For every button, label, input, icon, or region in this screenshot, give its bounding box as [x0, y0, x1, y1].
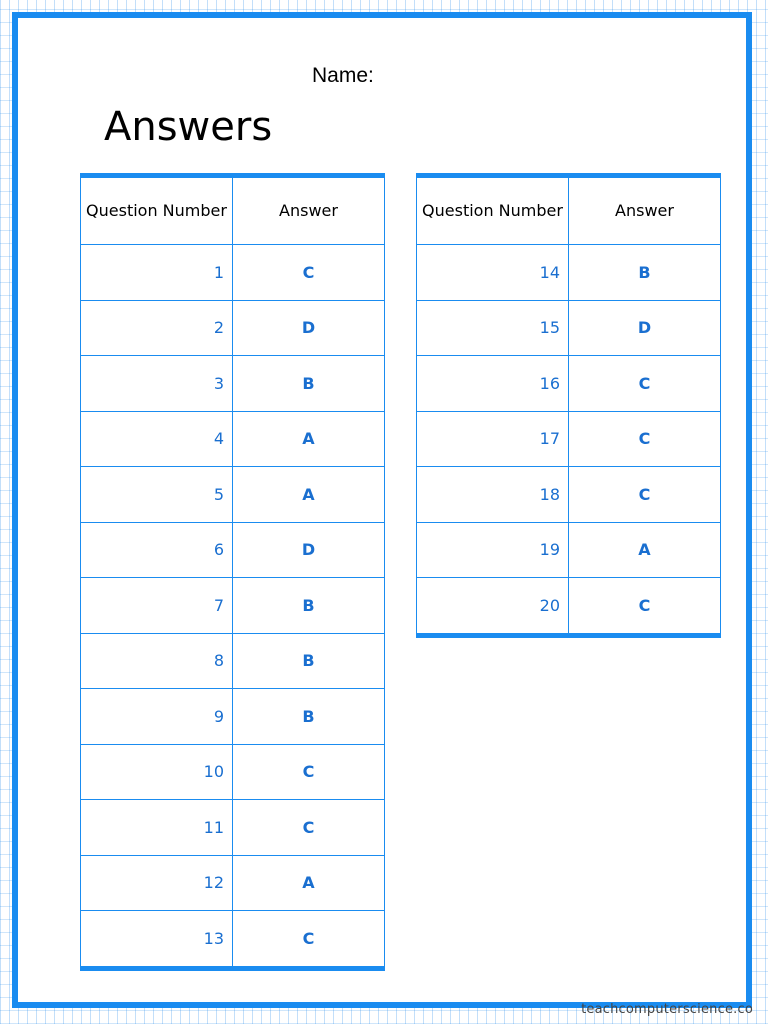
answers-table-right — [416, 173, 721, 638]
answer-cell: C — [569, 578, 721, 636]
name-label: Name: — [312, 64, 374, 87]
table-row — [417, 578, 721, 636]
table-row — [81, 356, 385, 412]
answers-table-left — [80, 173, 385, 971]
page-title: Answers — [104, 104, 273, 150]
question-number-cell: 10 — [81, 744, 233, 800]
answer-cell: C — [233, 911, 385, 969]
table-row — [81, 522, 385, 578]
answers-body-left — [81, 245, 385, 969]
table-row — [417, 300, 721, 356]
question-number-cell: 9 — [81, 689, 233, 745]
question-number-header: Question Number — [417, 176, 569, 245]
question-number-cell: 13 — [81, 911, 233, 969]
answer-cell: C — [569, 356, 721, 412]
question-number-cell: 17 — [417, 411, 569, 467]
question-number-cell: 19 — [417, 522, 569, 578]
table-row — [81, 300, 385, 356]
answer-cell: C — [233, 800, 385, 856]
answers-body-right — [417, 245, 721, 636]
footer-site-text: teachcomputerscience.co — [581, 1002, 753, 1017]
answer-cell: A — [233, 855, 385, 911]
answer-cell: B — [233, 633, 385, 689]
table-row — [81, 578, 385, 634]
question-number-cell: 16 — [417, 356, 569, 412]
answer-header: Answer — [233, 176, 385, 245]
table-row — [81, 245, 385, 301]
answer-cell: A — [569, 522, 721, 578]
question-number-cell: 11 — [81, 800, 233, 856]
table-row — [417, 522, 721, 578]
table-row — [81, 689, 385, 745]
question-number-cell: 4 — [81, 411, 233, 467]
answer-cell: D — [233, 522, 385, 578]
answer-cell: A — [233, 467, 385, 523]
table-row — [81, 744, 385, 800]
answer-cell: B — [233, 689, 385, 745]
answer-cell: C — [569, 467, 721, 523]
table-row — [417, 356, 721, 412]
question-number-cell: 14 — [417, 245, 569, 301]
question-number-cell: 20 — [417, 578, 569, 636]
answer-cell: B — [569, 245, 721, 301]
table-row — [81, 911, 385, 969]
answer-header: Answer — [569, 176, 721, 245]
table-row — [417, 245, 721, 301]
table-row — [417, 411, 721, 467]
worksheet-page — [12, 12, 752, 1008]
question-number-cell: 15 — [417, 300, 569, 356]
table-header-row — [417, 176, 721, 245]
table-row — [81, 855, 385, 911]
question-number-cell: 6 — [81, 522, 233, 578]
answer-cell: D — [569, 300, 721, 356]
answer-cell: C — [233, 245, 385, 301]
question-number-cell: 1 — [81, 245, 233, 301]
table-row — [81, 800, 385, 856]
question-number-cell: 2 — [81, 300, 233, 356]
answer-cell: A — [233, 411, 385, 467]
question-number-cell: 18 — [417, 467, 569, 523]
question-number-cell: 3 — [81, 356, 233, 412]
question-number-header: Question Number — [81, 176, 233, 245]
table-row — [417, 467, 721, 523]
question-number-cell: 7 — [81, 578, 233, 634]
question-number-cell: 5 — [81, 467, 233, 523]
answer-cell: B — [233, 578, 385, 634]
question-number-cell: 8 — [81, 633, 233, 689]
table-row — [81, 411, 385, 467]
table-header-row — [81, 176, 385, 245]
table-row — [81, 467, 385, 523]
answer-cell: C — [569, 411, 721, 467]
table-row — [81, 633, 385, 689]
question-number-cell: 12 — [81, 855, 233, 911]
answer-cell: B — [233, 356, 385, 412]
answer-cell: D — [233, 300, 385, 356]
answer-cell: C — [233, 744, 385, 800]
